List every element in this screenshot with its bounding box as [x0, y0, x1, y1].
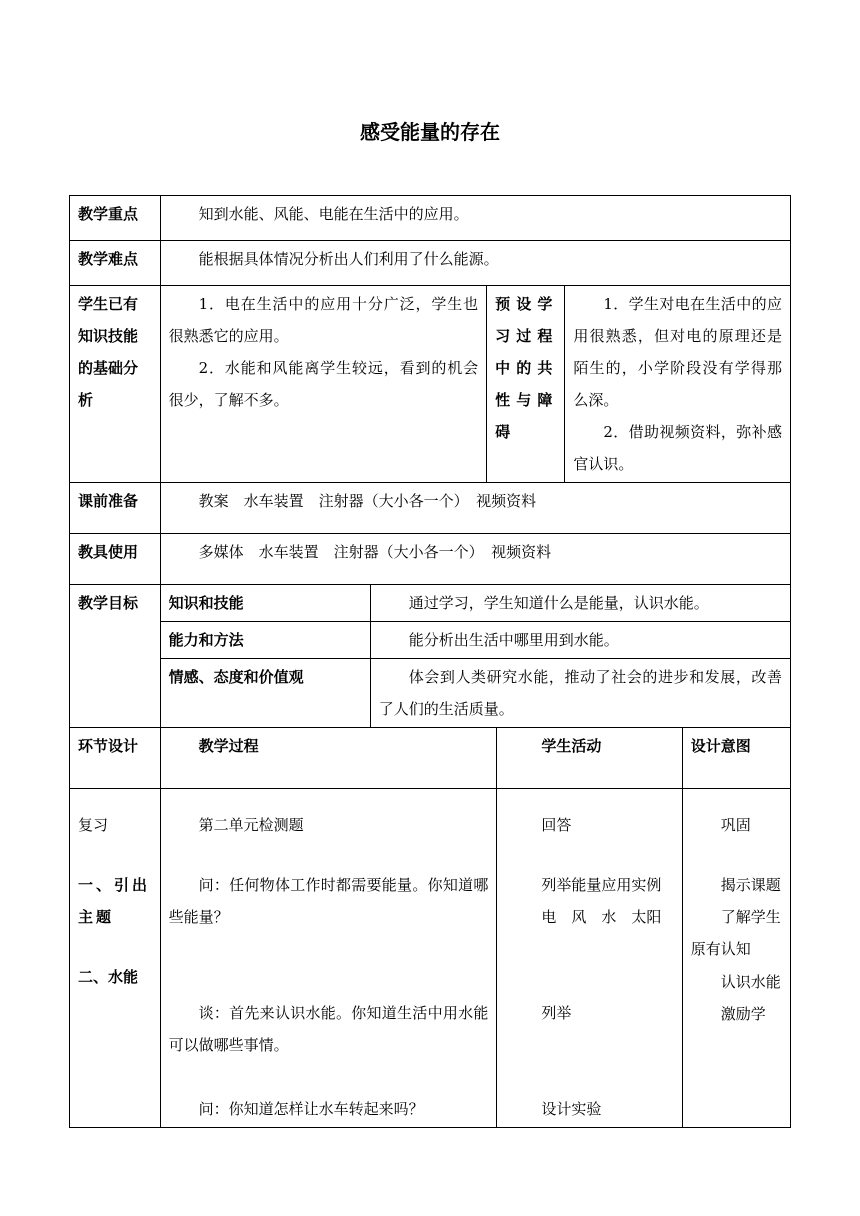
tools-cell [160, 534, 790, 585]
section-header: 环节设计 [70, 728, 161, 789]
prior-item-1: 1．电在生活中的应用十分广泛，学生也很熟悉它的应用。 [168, 295, 479, 345]
activity-header: 学生活动 [497, 728, 682, 789]
difficulty-text [160, 241, 790, 286]
activity-answer: 回答 [541, 816, 572, 834]
goal-name-2: 能力和方法 [160, 622, 370, 659]
obstacle-cell [565, 286, 791, 483]
activity-design-experiment: 设计实验 [541, 1100, 602, 1118]
tools-value: 多媒体 水车装置 注射器（大小各一个） 视频资料 [198, 543, 552, 561]
goal-text-cell-1 [370, 585, 790, 622]
activity-cell [497, 789, 682, 1128]
intent-consolidate: 巩固 [720, 816, 751, 834]
prep-cell [160, 483, 790, 534]
section-water-energy: 二、水能 [78, 968, 139, 986]
goal-row-2 [70, 622, 791, 659]
tools-label: 教具使用 [70, 534, 161, 585]
prior-item-2: 2．水能和风能离学生较远，看到的机会很少，了解不多。 [168, 359, 479, 409]
difficulty-value: 能根据具体情况分析出人们利用了什么能源。 [198, 250, 499, 268]
lesson-plan-table [69, 195, 791, 1128]
process-water-uses: 谈：首先来认识水能。你知道生活中用水能可以做哪些事情。 [168, 1004, 489, 1054]
intent-header: 设计意图 [682, 728, 790, 789]
goal-row-3 [70, 659, 791, 728]
key-point-text [160, 196, 790, 241]
obstacle-label: 预设学习过程中的共性与障碍 [487, 286, 565, 483]
prep-value: 教案 水车装置 注射器（大小各一个） 视频资料 [198, 492, 537, 510]
goal-text-1: 通过学习，学生知道什么是能量，认识水能。 [408, 594, 709, 612]
tools-row [70, 534, 791, 585]
goal-text-cell-3 [370, 659, 790, 728]
section-review: 复习 [78, 816, 109, 834]
key-point-value: 知到水能、风能、电能在生活中的应用。 [198, 205, 469, 223]
goal-name-3: 情感、态度和价值观 [160, 659, 370, 728]
section-cell [70, 789, 161, 1128]
difficulty-row [70, 241, 791, 286]
intent-prior-cognition: 了解学生原有认知 [690, 908, 781, 958]
key-point-label: 教学重点 [70, 196, 161, 241]
process-review: 第二单元检测题 [198, 816, 304, 834]
prep-row [70, 483, 791, 534]
difficulty-label: 教学难点 [70, 241, 161, 286]
goal-row-1 [70, 585, 791, 622]
activity-energy-types: 电 风 水 太阳 [541, 908, 662, 926]
intent-motivate: 激励学 [720, 1005, 766, 1023]
key-point-row [70, 196, 791, 241]
prior-knowledge-row [70, 286, 791, 483]
process-header-cell [160, 728, 497, 789]
intent-cell [682, 789, 790, 1128]
goals-label: 教学目标 [70, 585, 161, 728]
obstacle-item-2: 2．借助视频资料，弥补感官认识。 [573, 423, 782, 473]
process-cell [160, 789, 497, 1128]
goal-text-cell-2 [370, 622, 790, 659]
process-water-wheel: 问：你知道怎样让水车转起来吗？ [198, 1100, 424, 1118]
goal-name-1: 知识和技能 [160, 585, 370, 622]
prior-knowledge-label: 学生已有知识技能的基础分析 [70, 286, 161, 483]
process-question-energy: 问：任何物体工作时都需要能量。你知道哪些能量？ [168, 876, 489, 926]
goal-text-2: 能分析出生活中哪里用到水能。 [408, 631, 619, 649]
goal-text-3: 体会到人类研究水能，推动了社会的进步和发展，改善了人们的生活质量。 [378, 668, 782, 718]
prior-knowledge-cell [160, 286, 486, 483]
activity-list: 列举 [541, 1004, 572, 1022]
page-title: 感受能量的存在 [360, 120, 500, 144]
process-header: 教学过程 [198, 737, 259, 755]
prep-label: 课前准备 [70, 483, 161, 534]
activity-list-examples: 列举能量应用实例 [541, 876, 662, 894]
section-intro: 一、引出主题 [78, 876, 151, 926]
plan-body-row [70, 789, 791, 1128]
obstacle-item-1: 1．学生对电在生活中的应用很熟悉，但对电的原理还是陌生的，小学阶段没有学得那么深。 [573, 295, 782, 409]
intent-reveal-topic: 揭示课题 [720, 876, 781, 894]
plan-header-row [70, 728, 791, 789]
intent-know-water-energy: 认识水能 [720, 973, 781, 991]
